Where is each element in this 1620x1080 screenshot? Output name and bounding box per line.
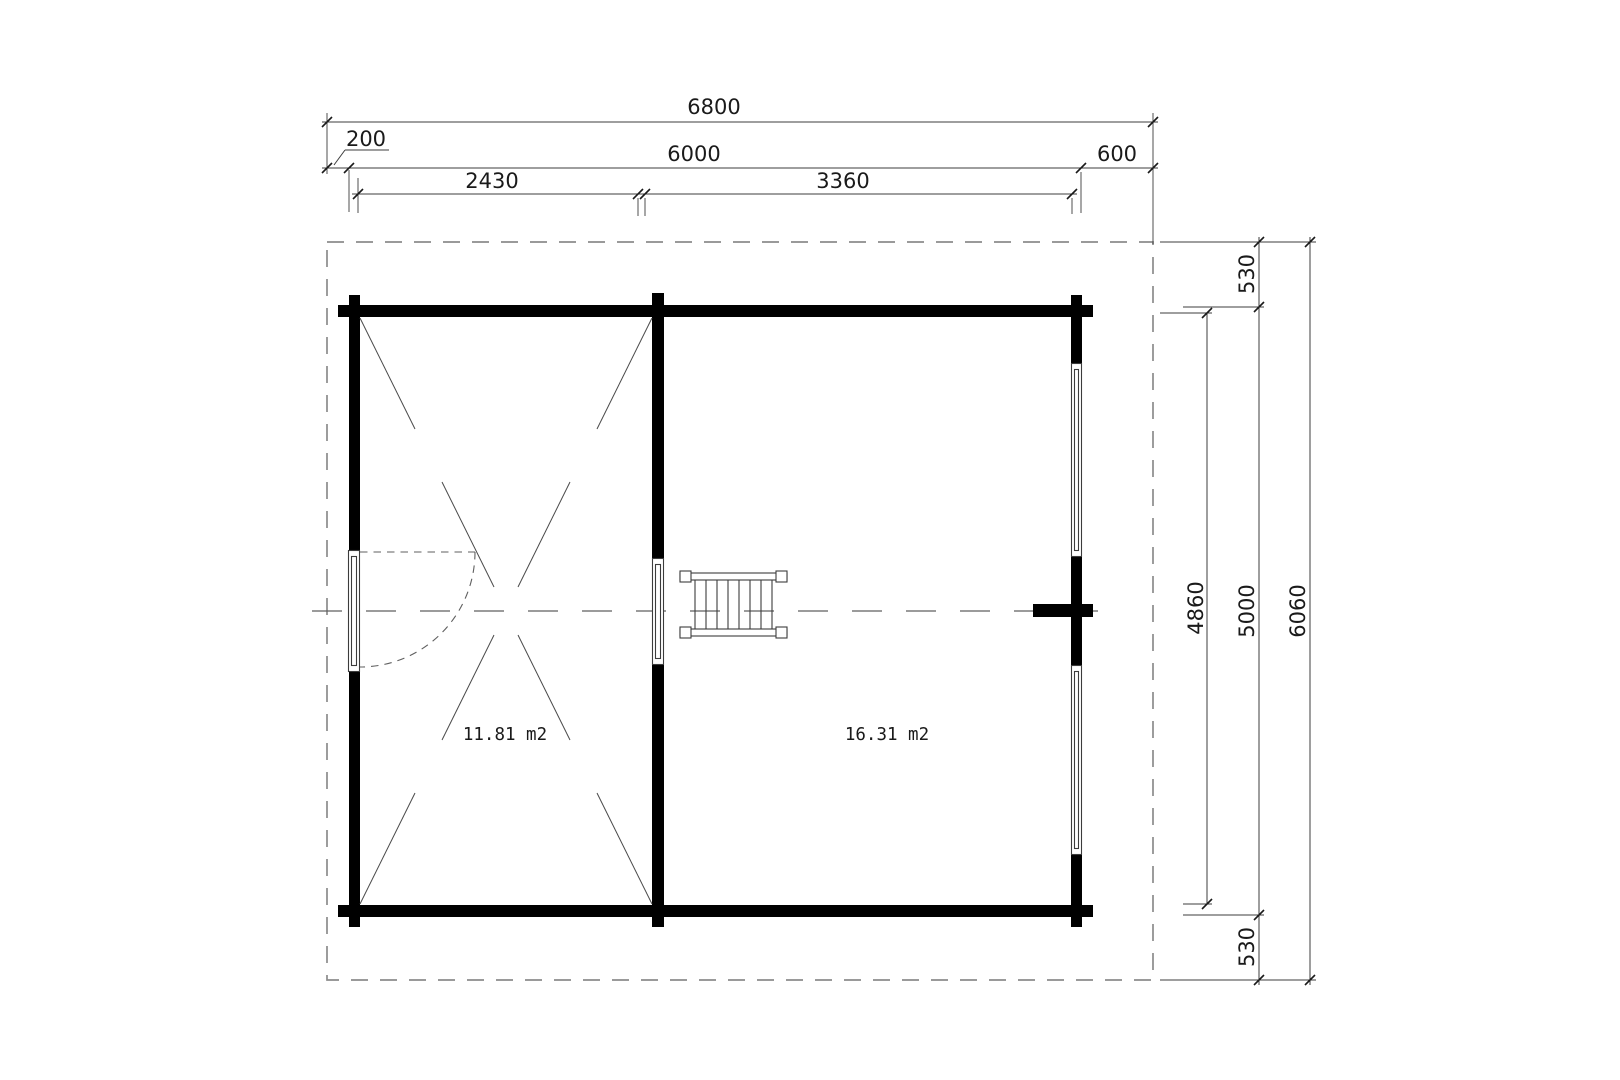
window-right-bottom-glass <box>1075 672 1079 849</box>
ladder-cap <box>776 627 787 638</box>
entrance-door-leaf <box>352 557 357 666</box>
room-area-labels <box>463 725 929 745</box>
dim-label-room1-width: 2430 <box>465 169 519 193</box>
partition-wall-lower <box>652 665 664 927</box>
ladder-top-rail <box>680 573 787 580</box>
door-swing-arc <box>360 552 475 667</box>
left-wall-upper <box>349 295 360 550</box>
area-label-room1: 11.81 m2 <box>462 725 548 745</box>
left-wall-lower <box>349 672 360 927</box>
dimensions-right <box>1160 237 1316 985</box>
ladder-cap <box>680 627 691 638</box>
ladder-cap <box>680 571 691 582</box>
cross-segment <box>360 318 415 429</box>
cross-segment <box>518 482 570 587</box>
dim-label-bottom-overhang: 530 <box>1235 926 1259 968</box>
top-wall <box>338 305 1093 317</box>
dim-label-left-overhang: 200 <box>345 127 387 151</box>
area-label-room2: 16.31 m2 <box>844 725 930 745</box>
dim-label-interior-depth: 4860 <box>1184 581 1208 635</box>
ladder-cap <box>776 571 787 582</box>
partition-wall-upper <box>652 293 664 558</box>
dim-label-top-overhang: 530 <box>1235 253 1259 295</box>
right-wall-lower <box>1071 855 1082 927</box>
partition-door-opening <box>653 559 664 665</box>
cross-segment <box>597 793 652 904</box>
partition-door-leaf <box>656 565 661 659</box>
right-wall-log-crossing-tab <box>1033 604 1093 617</box>
cross-segment <box>442 482 494 587</box>
dimensions-top <box>322 95 1158 244</box>
loft-ladder <box>680 571 787 638</box>
bottom-wall <box>338 905 1093 917</box>
dim-label-overall-width: 6800 <box>687 95 741 119</box>
cross-segment <box>360 793 415 904</box>
window-right-top-glass <box>1075 370 1079 551</box>
dim-label-wall-width: 6000 <box>667 142 721 166</box>
leader-line <box>334 150 345 165</box>
dim-label-overall-depth: 6060 <box>1286 584 1310 638</box>
dim-label-wall-depth: 5000 <box>1235 584 1259 638</box>
walls <box>338 293 1093 927</box>
dim-label-room2-width: 3360 <box>816 169 870 193</box>
right-wall-upper <box>1071 295 1082 363</box>
ladder-bottom-rail <box>680 629 787 636</box>
cross-segment <box>597 318 652 429</box>
dim-label-right-overhang: 600 <box>1096 142 1138 166</box>
